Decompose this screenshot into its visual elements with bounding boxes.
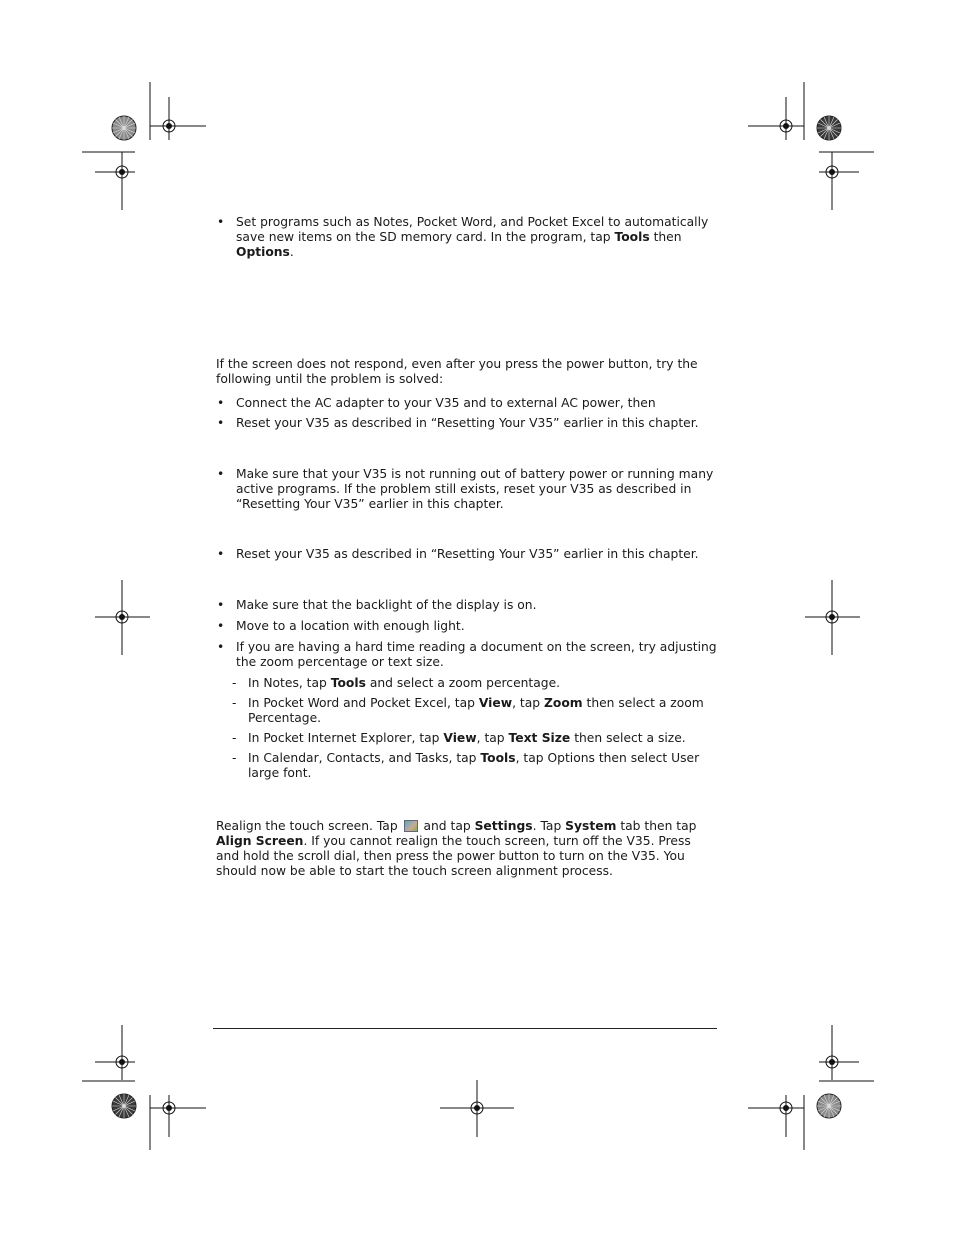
target-dot bbox=[119, 169, 125, 175]
text: If you are having a hard time reading a document on the screen, try adjusting the zoom percentage or text size. bbox=[236, 640, 717, 669]
readability-bullet-3 bbox=[217, 640, 718, 670]
zoom-sub-notes bbox=[232, 676, 718, 691]
text: , tap Options then select User large font. bbox=[248, 751, 700, 780]
target-dot bbox=[829, 1059, 835, 1065]
text: then select a zoom Percentage. bbox=[248, 696, 704, 725]
target-dot bbox=[783, 123, 789, 129]
text: , tap bbox=[512, 696, 544, 710]
text: . bbox=[289, 245, 294, 259]
bullet-glyph: • bbox=[217, 640, 225, 654]
tools-term: Tools bbox=[480, 751, 516, 765]
freeze-bullet bbox=[217, 547, 718, 562]
readability-bullet-2 bbox=[217, 619, 718, 634]
slow-response-bullet bbox=[217, 467, 718, 512]
target-dot bbox=[166, 123, 172, 129]
text-size-term: Text Size bbox=[508, 731, 571, 745]
no-response-bullet-2 bbox=[217, 416, 718, 431]
footer-rule bbox=[213, 1028, 717, 1029]
text: and tap bbox=[419, 819, 475, 833]
text: and select a zoom percentage. bbox=[365, 676, 561, 690]
bullet-glyph: • bbox=[217, 598, 225, 612]
zoom-sub-internet-explorer bbox=[232, 731, 718, 746]
color-wheel-spokes bbox=[112, 1094, 136, 1118]
no-response-bullet-1 bbox=[217, 396, 718, 411]
text: then select a size. bbox=[570, 731, 686, 745]
color-wheel-spokes bbox=[817, 1094, 841, 1118]
settings-term: Settings bbox=[474, 819, 533, 833]
text: Make sure that the backlight of the display is on. bbox=[236, 598, 537, 612]
bullet-glyph: • bbox=[217, 547, 225, 561]
realign-paragraph bbox=[216, 819, 716, 879]
align-screen-term: Align Screen bbox=[216, 834, 304, 848]
dash-glyph: - bbox=[232, 751, 237, 765]
zoom-term: Zoom bbox=[543, 696, 583, 710]
target-dot bbox=[166, 1105, 172, 1111]
text: . Tap bbox=[532, 819, 566, 833]
bullet-glyph: • bbox=[217, 619, 225, 633]
readability-bullet-1 bbox=[217, 598, 718, 613]
target-dot bbox=[474, 1105, 480, 1111]
no-response-intro: If the screen does not respond, even after you press the power button, try the following until the problem is solved: bbox=[216, 357, 698, 386]
text: In Pocket Word and Pocket Excel, tap bbox=[248, 696, 479, 710]
text: In Calendar, Contacts, and Tasks, tap bbox=[248, 751, 481, 765]
target-dot bbox=[829, 614, 835, 620]
text: Connect the AC adapter to your V35 and to external AC power, then bbox=[236, 396, 656, 410]
dash-glyph: - bbox=[232, 731, 237, 745]
view-term: View bbox=[443, 731, 477, 745]
target-dot bbox=[119, 1059, 125, 1065]
bullet-glyph: • bbox=[217, 416, 225, 430]
target-dot bbox=[829, 169, 835, 175]
text: Move to a location with enough light. bbox=[236, 619, 465, 633]
text: then bbox=[649, 230, 682, 244]
zoom-sub-calendar bbox=[232, 751, 718, 781]
text: Realign the touch screen. Tap bbox=[216, 819, 402, 833]
text: , tap bbox=[476, 731, 509, 745]
view-term: View bbox=[478, 696, 513, 710]
bullet-glyph: • bbox=[217, 467, 225, 481]
text: tab then tap bbox=[616, 819, 697, 833]
tools-term: Tools bbox=[614, 230, 650, 244]
text: Reset your V35 as described in “Resetting Your V35” earlier in this chapter. bbox=[236, 416, 699, 430]
target-dot bbox=[783, 1105, 789, 1111]
bullet-glyph: • bbox=[217, 396, 225, 410]
text: In Pocket Internet Explorer, tap bbox=[248, 731, 444, 745]
text: In Notes, tap bbox=[248, 676, 331, 690]
text: Reset your V35 as described in “Resetting Your V35” earlier in this chapter. bbox=[236, 547, 699, 561]
target-dot bbox=[119, 614, 125, 620]
dash-glyph: - bbox=[232, 696, 237, 710]
dash-glyph: - bbox=[232, 676, 237, 690]
text: Make sure that your V35 is not running out of battery power or running many active programs. If the problem still exists, reset your V35 as described in “Resetting Your V35” earlier in this chapter. bbox=[236, 467, 714, 511]
text: Set programs such as Notes, Pocket Word, and Pocket Excel to automatically save new items on the SD memory card. In the program, tap bbox=[236, 215, 709, 244]
system-term: System bbox=[565, 819, 617, 833]
sd-card-tip bbox=[217, 215, 718, 260]
start-menu-icon bbox=[404, 820, 418, 832]
color-wheel-spokes bbox=[817, 116, 841, 140]
color-wheel-spokes bbox=[112, 116, 136, 140]
options-term: Options bbox=[236, 245, 290, 259]
zoom-sub-pocket-word bbox=[232, 696, 718, 726]
text: . If you cannot realign the touch screen, turn off the V35. Press and hold the scroll dial, then press the power button to turn on the V35. You should now be able to start the touch screen alignment process. bbox=[216, 834, 691, 878]
tools-term: Tools bbox=[330, 676, 366, 690]
bullet-glyph: • bbox=[217, 215, 225, 229]
